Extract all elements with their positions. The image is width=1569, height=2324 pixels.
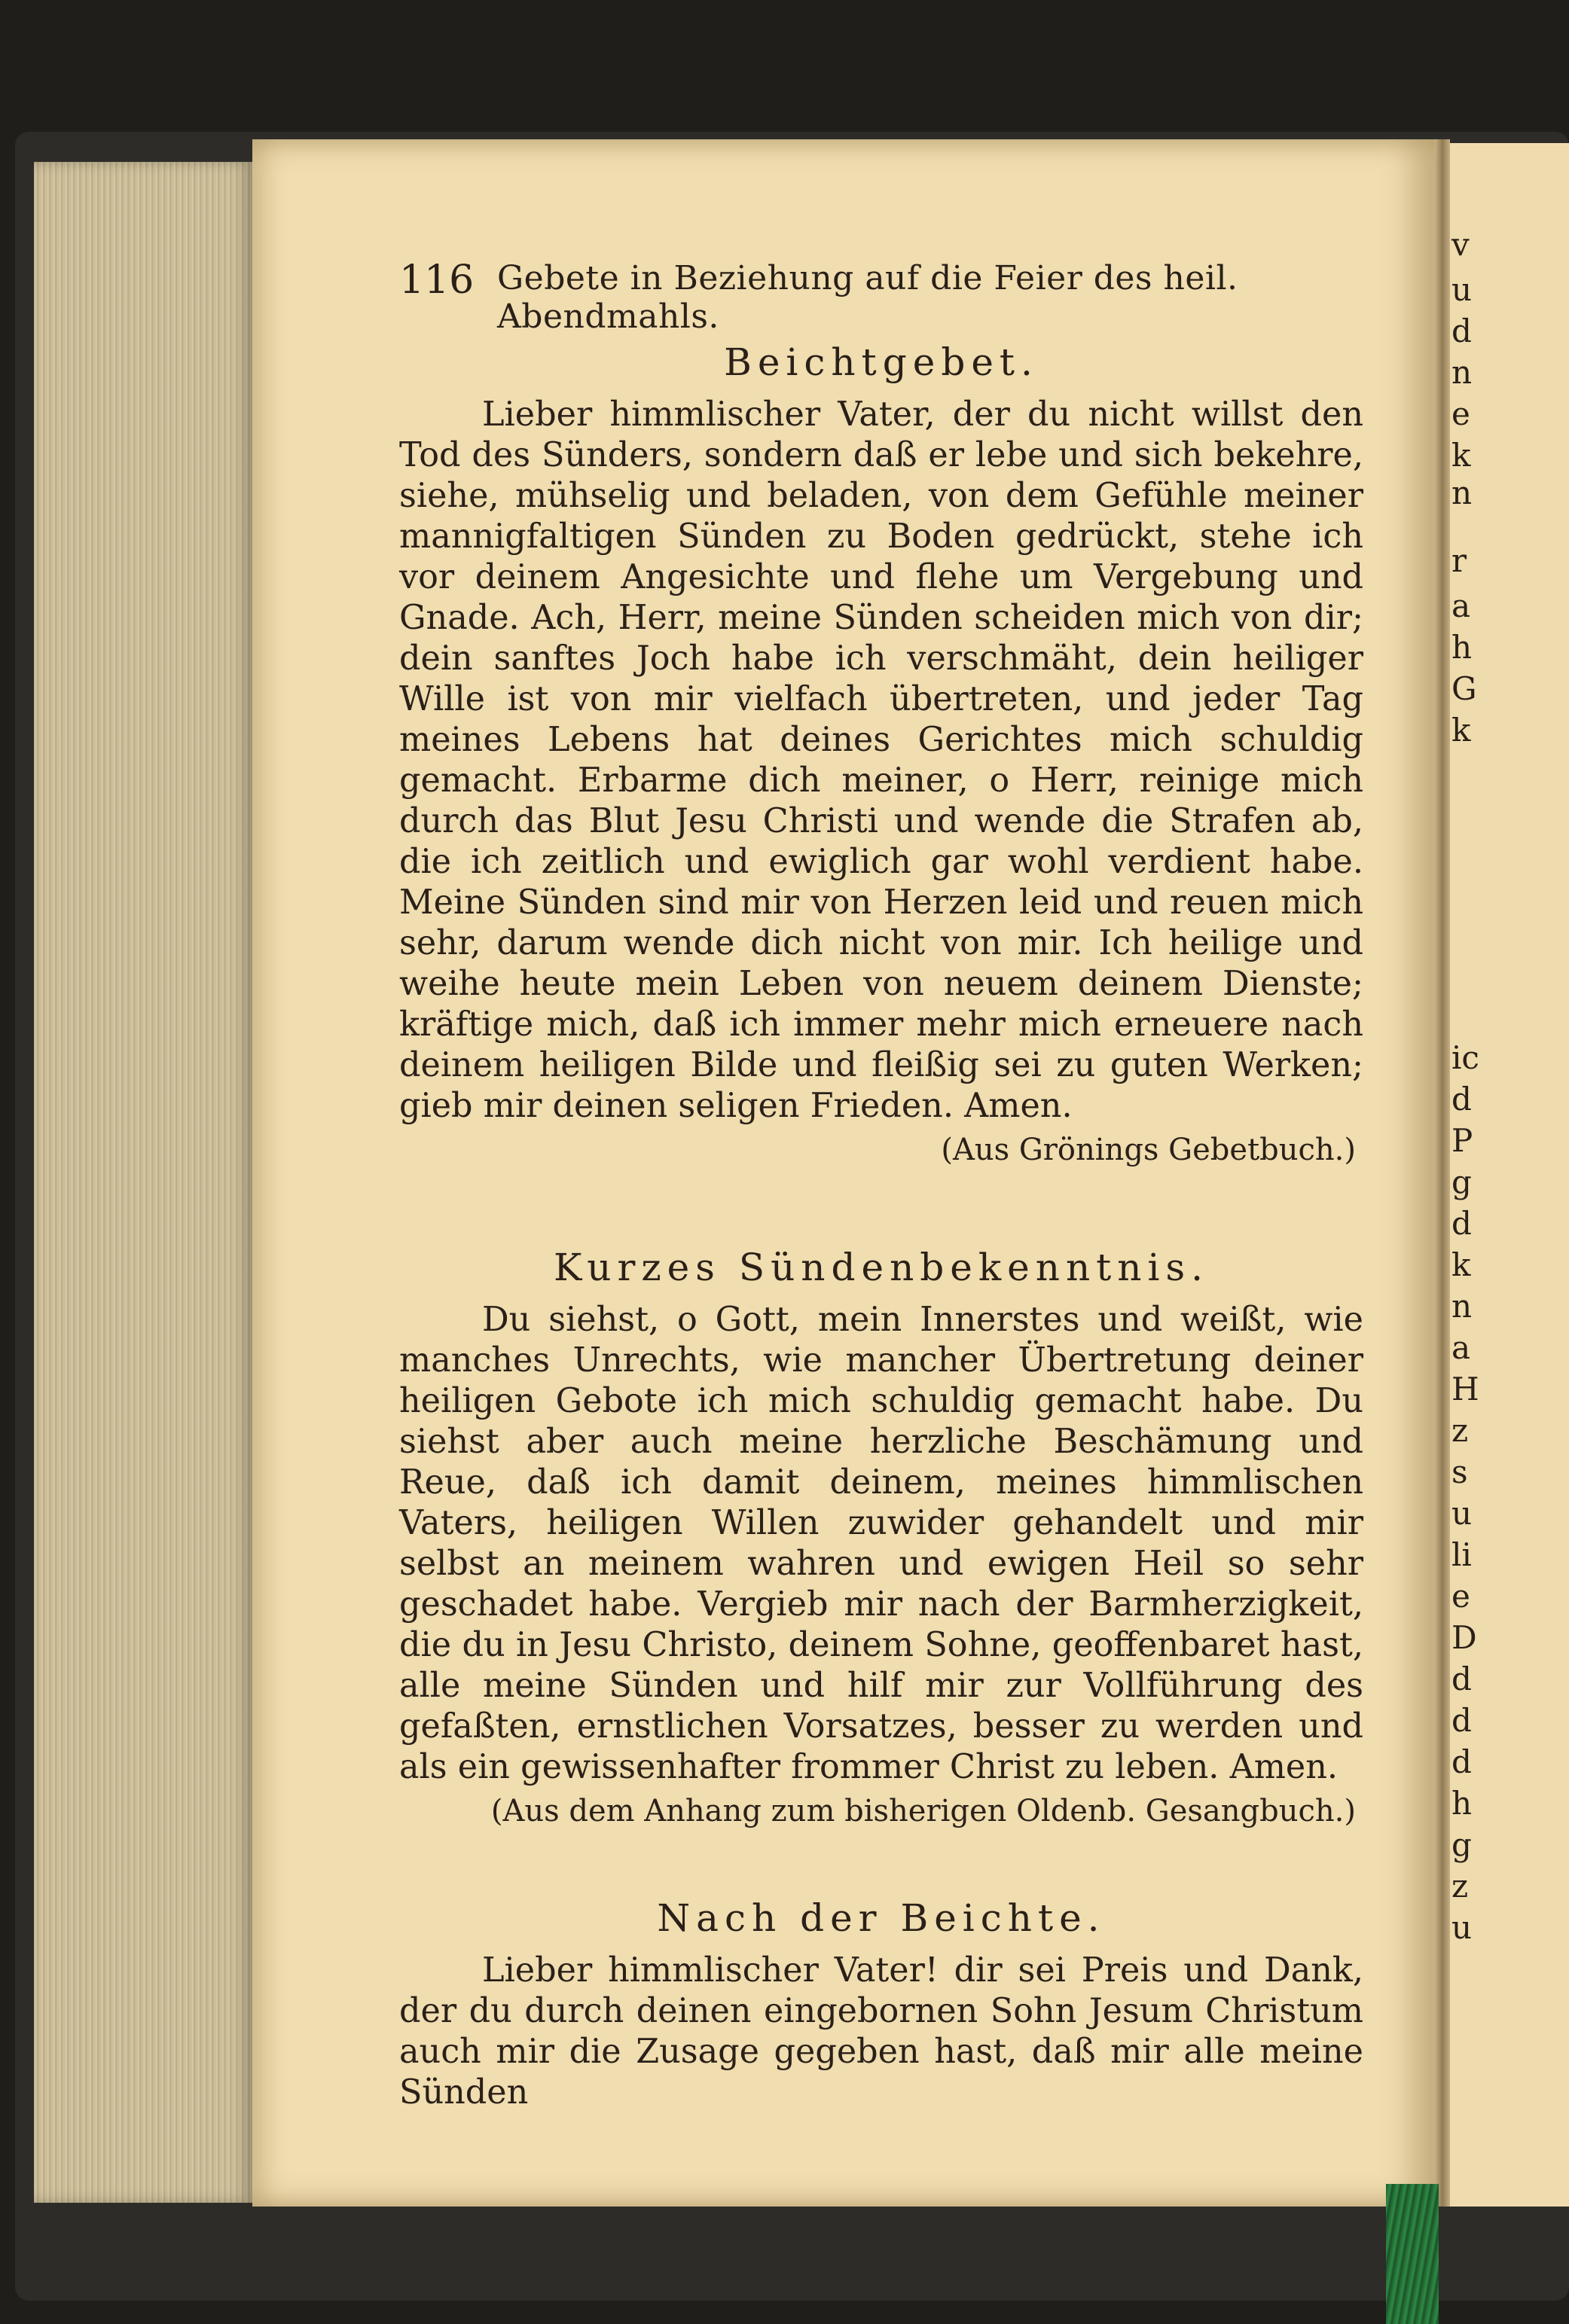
page-header — [399, 249, 1363, 336]
section-beichtgebet — [399, 340, 1363, 1167]
facing-page-fragment: ic — [1451, 1039, 1479, 1076]
facing-page-fragment: u — [1451, 1495, 1473, 1532]
prayer-text: Du siehst, o Gott, mein Innerstes und weißt, wie manches Unrechts, wie mancher Übertretung deiner heiligen Gebote ich mich schuldig gemacht habe. Du siehst aber auch meine herzliche Beschämung und Reue, daß ich damit deinem, meines himmlischen Vaters, heiligen Willen zuwider gehandelt und mir selbst an meinem wahren und ewigen Heil so sehr geschadet habe. Vergieb mir nach der Barmherzigkeit, die du in Jesu Christo, deinem Sohne, geoffenbaret hast, alle meine Sünden und hilf mir zur Vollführung des gefaßten, ernstlichen Vorsatzes, besser zu werden und als ein gewissenhafter frommer Christ zu leben. Amen. — [399, 1301, 1363, 1786]
facing-page-fragment: h — [1451, 629, 1473, 666]
source-citation: (Aus Grönings Gebetbuch.) — [941, 1133, 1356, 1167]
facing-page-fragment: a — [1451, 1329, 1471, 1366]
section-heading: Nach der Beichte. — [657, 1896, 1106, 1940]
section-heading: Kurzes Sündenbekenntnis. — [553, 1246, 1210, 1289]
source-citation: (Aus dem Anhang zum bisherigen Oldenb. Gesangbuch.) — [490, 1794, 1356, 1828]
page-content — [399, 249, 1363, 2113]
facing-page-fragment: a — [1451, 587, 1471, 624]
prayer-text: Lieber himmlischer Vater! dir sei Preis und Dank, der du durch deinen eingebornen Sohn Jesum Christum auch mir die Zusage gegeben hast, daß mir alle meine Sünden — [399, 1951, 1363, 2112]
facing-page-fragment: k — [1451, 437, 1471, 474]
facing-page-fragment: k — [1451, 1246, 1471, 1283]
facing-page-fragment: d — [1451, 1205, 1472, 1242]
facing-page-fragment: d — [1451, 313, 1472, 349]
facing-page-fragment: u — [1451, 271, 1473, 308]
running-title: Gebete in Beziehung auf die Feier des heil. Abendmahls. — [497, 259, 1238, 336]
facing-page-fragment: P — [1451, 1122, 1473, 1159]
facing-page-fragment: d — [1451, 1081, 1472, 1118]
facing-page-fragment: li — [1451, 1536, 1472, 1573]
bookmark-ribbon — [1386, 2184, 1439, 2324]
facing-page-fragment: n — [1451, 1288, 1473, 1325]
facing-page-fragment: D — [1451, 1619, 1477, 1656]
facing-page-fragment: d — [1451, 1702, 1472, 1739]
facing-page-fragment: e — [1451, 1578, 1470, 1615]
facing-page-fragment: e — [1451, 395, 1470, 432]
facing-page-fragment: d — [1451, 1743, 1472, 1780]
facing-page — [1450, 143, 1569, 2207]
facing-page-fragment: v — [1451, 226, 1470, 263]
section-suendenbekenntnis — [399, 1246, 1363, 1828]
facing-page-fragment: n — [1451, 474, 1473, 511]
section-nach-der-beichte — [399, 1896, 1363, 2113]
book-gutter — [1435, 139, 1450, 2207]
facing-page-fragment: g — [1451, 1164, 1472, 1200]
facing-page-fragment: z — [1451, 1412, 1469, 1449]
facing-page-fragment: r — [1451, 542, 1467, 579]
facing-page-fragment: u — [1451, 1909, 1473, 1946]
facing-page-fragment: s — [1451, 1453, 1468, 1490]
prayer-text: Lieber himmlischer Vater, der du nicht willst den Tod des Sünders, sondern daß er lebe und sich bekehre, siehe, mühselig und beladen, von dem Gefühle meiner mannigfaltigen Sünden zu Boden gedrückt, stehe ich vor deinem Angesichte und flehe um Vergebung und Gnade. Ach, Herr, meine Sünden scheiden mich von dir; dein sanftes Joch habe ich verschmäht, dein heiliger Wille ist von mir vielfach übertreten, und jeder Tag meines Lebens hat deines Gerichtes mich schuldig gemacht. Erbarme dich meiner, o Herr, reinige mich durch das Blut Jesu Christi und wende die Strafen ab, die ich zeitlich und ewiglich gar wohl verdient habe. Meine Sünden sind mir von Herzen leid und reuen mich sehr, darum wende dich nicht von mir. Ich heilige und weihe heute mein Leben von neuem deinem Dienste; kräftige mich, daß ich immer mehr mich erneuere nach deinem heiligen Bilde und fleißig sei zu guten Werken; gieb mir deinen seligen Frieden. Amen. — [399, 395, 1363, 1125]
facing-page-fragment: G — [1451, 670, 1477, 707]
facing-page-fragment: z — [1451, 1868, 1469, 1905]
section-heading: Beichtgebet. — [724, 340, 1039, 384]
facing-page-fragment: g — [1451, 1826, 1472, 1863]
facing-page-fragment: H — [1451, 1371, 1479, 1408]
page-number: 116 — [399, 258, 475, 303]
facing-page-fragment: n — [1451, 354, 1473, 391]
facing-page-fragment: d — [1451, 1661, 1472, 1697]
page-edges — [34, 162, 252, 2203]
facing-page-fragment: h — [1451, 1785, 1473, 1822]
facing-page-fragment: k — [1451, 712, 1471, 749]
